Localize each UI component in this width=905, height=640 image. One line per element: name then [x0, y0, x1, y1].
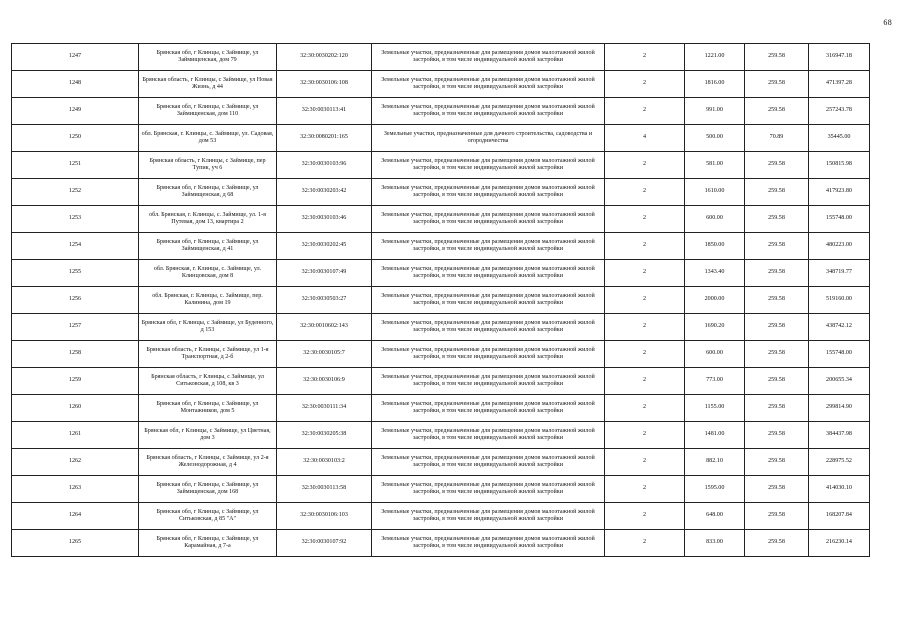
cadastral-number-cell: 32:30:0030107:49: [277, 260, 372, 287]
address-cell: Брянская обл, г Клинцы, с Займище, ул Ситьковская, д 85 "А": [139, 503, 277, 530]
row-number: 1253: [12, 206, 139, 233]
group-cell: 2: [605, 476, 685, 503]
area-cell: 991.00: [685, 98, 745, 125]
rate-cell: 259.58: [745, 476, 809, 503]
cost-cell: 519160.00: [809, 287, 870, 314]
group-cell: 2: [605, 98, 685, 125]
land-use-cell: Земельные участки, предназначенные для размещения домов малоэтажной жилой застройки, в том числе индивидуальной жилой застройки: [372, 179, 605, 206]
land-use-cell: Земельные участки, предназначенные для размещения домов малоэтажной жилой застройки, в том числе индивидуальной жилой застройки: [372, 449, 605, 476]
cost-cell: 414030.10: [809, 476, 870, 503]
area-cell: 1155.00: [685, 395, 745, 422]
group-cell: 2: [605, 44, 685, 71]
address-cell: Брянская обл, г Клинцы, с Займище, ул Монтажников, дом 5: [139, 395, 277, 422]
group-cell: 2: [605, 206, 685, 233]
cadastral-number-cell: 32:30:0030503:27: [277, 287, 372, 314]
cadastral-number-cell: 32:30:0030103:96: [277, 152, 372, 179]
table-row: [12, 98, 870, 125]
table-row: [12, 341, 870, 368]
table-row: [12, 233, 870, 260]
area-cell: 648.00: [685, 503, 745, 530]
rate-cell: 259.58: [745, 179, 809, 206]
row-number: 1256: [12, 287, 139, 314]
land-use-cell: Земельные участки, предназначенные для размещения домов малоэтажной жилой застройки, в том числе индивидуальной жилой застройки: [372, 98, 605, 125]
table-row: [12, 260, 870, 287]
land-use-cell: Земельные участки, предназначенные для размещения домов малоэтажной жилой застройки, в том числе индивидуальной жилой застройки: [372, 503, 605, 530]
rate-cell: 70.89: [745, 125, 809, 152]
cadastral-number-cell: 32:30:0030113:58: [277, 476, 372, 503]
address-cell: Брянская обл, г Клинцы, с Займище, ул Займищенская, дом 79: [139, 44, 277, 71]
rate-cell: 259.58: [745, 44, 809, 71]
cost-cell: 471397.28: [809, 71, 870, 98]
address-cell: Брянская область, г Клинцы, с Займище, ул 2-я Железнодорожная, д 4: [139, 449, 277, 476]
group-cell: 2: [605, 314, 685, 341]
table-row: [12, 395, 870, 422]
table-row: [12, 125, 870, 152]
land-use-cell: Земельные участки, предназначенные для размещения домов малоэтажной жилой застройки, в том числе индивидуальной жилой застройки: [372, 341, 605, 368]
address-cell: Брянская обл, г Клинцы, с Займище, ул Займищенская, д 68: [139, 179, 277, 206]
rate-cell: 259.58: [745, 287, 809, 314]
page-number: 68: [883, 18, 892, 27]
land-use-cell: Земельные участки, предназначенные для размещения домов малоэтажной жилой застройки, в том числе индивидуальной жилой застройки: [372, 530, 605, 557]
land-use-cell: Земельные участки, предназначенные для размещения домов малоэтажной жилой застройки, в том числе индивидуальной жилой застройки: [372, 314, 605, 341]
group-cell: 2: [605, 152, 685, 179]
address-cell: Брянская область, г Клинцы, с Займище, ул 1-я Транспортная, д 2-б: [139, 341, 277, 368]
land-use-cell: Земельные участки, предназначенные для размещения домов малоэтажной жилой застройки, в том числе индивидуальной жилой застройки: [372, 152, 605, 179]
row-number: 1255: [12, 260, 139, 287]
address-cell: обл. Брянская, г. Клинцы, с. Займище, пер. Калинина, дом 19: [139, 287, 277, 314]
row-number: 1254: [12, 233, 139, 260]
area-cell: 2000.00: [685, 287, 745, 314]
cadastral-number-cell: 32:30:0030111:34: [277, 395, 372, 422]
cost-cell: 480223.00: [809, 233, 870, 260]
land-use-cell: Земельные участки, предназначенные для размещения домов малоэтажной жилой застройки, в том числе индивидуальной жилой застройки: [372, 44, 605, 71]
cadastral-number-cell: 32:30:0030106:103: [277, 503, 372, 530]
cadastral-number-cell: 32:30:0030105:7: [277, 341, 372, 368]
address-cell: Брянская обл, г Клинцы, с Займище, ул Буденного, д 153: [139, 314, 277, 341]
land-use-cell: Земельные участки, предназначенные для размещения домов малоэтажной жилой застройки, в том числе индивидуальной жилой застройки: [372, 233, 605, 260]
rate-cell: 259.58: [745, 71, 809, 98]
rate-cell: 259.58: [745, 341, 809, 368]
rate-cell: 259.58: [745, 422, 809, 449]
area-cell: 882.10: [685, 449, 745, 476]
cadastral-number-cell: 32:30:0030202:120: [277, 44, 372, 71]
group-cell: 2: [605, 503, 685, 530]
area-cell: 1690.20: [685, 314, 745, 341]
cost-cell: 216230.14: [809, 530, 870, 557]
row-number: 1265: [12, 530, 139, 557]
cost-cell: 257243.78: [809, 98, 870, 125]
area-cell: 500.00: [685, 125, 745, 152]
group-cell: 2: [605, 233, 685, 260]
rate-cell: 259.58: [745, 449, 809, 476]
group-cell: 2: [605, 530, 685, 557]
row-number: 1249: [12, 98, 139, 125]
area-cell: 600.00: [685, 206, 745, 233]
land-use-cell: Земельные участки, предназначенные для дачного строительства, садоводства и огородничества: [372, 125, 605, 152]
area-cell: 1481.00: [685, 422, 745, 449]
land-use-cell: Земельные участки, предназначенные для размещения домов малоэтажной жилой застройки, в том числе индивидуальной жилой застройки: [372, 368, 605, 395]
table-row: [12, 206, 870, 233]
row-number: 1262: [12, 449, 139, 476]
rate-cell: 259.58: [745, 260, 809, 287]
rate-cell: 259.58: [745, 233, 809, 260]
group-cell: 2: [605, 287, 685, 314]
row-number: 1247: [12, 44, 139, 71]
address-cell: Брянская обл, г Клинцы, с Займище, ул Цветная, дом 3: [139, 422, 277, 449]
group-cell: 2: [605, 449, 685, 476]
rate-cell: 259.58: [745, 395, 809, 422]
address-cell: Брянская обл, г Клинцы, с Займище, ул Займищенская, д 41: [139, 233, 277, 260]
group-cell: 2: [605, 341, 685, 368]
group-cell: 2: [605, 179, 685, 206]
row-number: 1264: [12, 503, 139, 530]
cost-cell: 150815.98: [809, 152, 870, 179]
cost-cell: 228975.52: [809, 449, 870, 476]
rate-cell: 259.58: [745, 98, 809, 125]
cadastral-number-cell: 32:30:0010602:143: [277, 314, 372, 341]
land-registry-table: [11, 43, 870, 557]
table-body: [12, 44, 870, 557]
group-cell: 2: [605, 368, 685, 395]
land-use-cell: Земельные участки, предназначенные для размещения домов малоэтажной жилой застройки, в том числе индивидуальной жилой застройки: [372, 422, 605, 449]
cost-cell: 316947.18: [809, 44, 870, 71]
group-cell: 2: [605, 71, 685, 98]
table-row: [12, 314, 870, 341]
group-cell: 4: [605, 125, 685, 152]
row-number: 1257: [12, 314, 139, 341]
rate-cell: 259.58: [745, 206, 809, 233]
land-use-cell: Земельные участки, предназначенные для размещения домов малоэтажной жилой застройки, в том числе индивидуальной жилой застройки: [372, 71, 605, 98]
land-use-cell: Земельные участки, предназначенные для размещения домов малоэтажной жилой застройки, в том числе индивидуальной жилой застройки: [372, 395, 605, 422]
address-cell: Брянская область, г Клинцы, с Займище, пер Тупик, уч 6: [139, 152, 277, 179]
row-number: 1261: [12, 422, 139, 449]
cadastral-number-cell: 32:30:0030202:45: [277, 233, 372, 260]
table-row: [12, 44, 870, 71]
rate-cell: 259.58: [745, 152, 809, 179]
cost-cell: 168207.84: [809, 503, 870, 530]
table-row: [12, 287, 870, 314]
address-cell: Брянская обл, г Клинцы, с Займище, ул Займищенская, дом 110: [139, 98, 277, 125]
address-cell: обл. Брянская, г. Клинцы, с. Займище, ул. 1-я Путевая, дом 13, квартира 2: [139, 206, 277, 233]
area-cell: 1816.00: [685, 71, 745, 98]
row-number: 1259: [12, 368, 139, 395]
group-cell: 2: [605, 260, 685, 287]
group-cell: 2: [605, 422, 685, 449]
cadastral-number-cell: 32:30:0030103:2: [277, 449, 372, 476]
table-row: [12, 476, 870, 503]
row-number: 1248: [12, 71, 139, 98]
land-use-cell: Земельные участки, предназначенные для размещения домов малоэтажной жилой застройки, в том числе индивидуальной жилой застройки: [372, 260, 605, 287]
area-cell: 581.00: [685, 152, 745, 179]
address-cell: обл. Брянская, г. Клинцы, с. Займище, ул. Клинцовская, дом 8: [139, 260, 277, 287]
table-row: [12, 368, 870, 395]
table-row: [12, 179, 870, 206]
cadastral-number-cell: 32:30:0080201:165: [277, 125, 372, 152]
row-number: 1260: [12, 395, 139, 422]
cost-cell: 155748.00: [809, 341, 870, 368]
cost-cell: 438742.12: [809, 314, 870, 341]
table-row: [12, 503, 870, 530]
address-cell: Брянская обл, г Клинцы, с Займище, ул Карамайная, д 7-а: [139, 530, 277, 557]
area-cell: 1850.00: [685, 233, 745, 260]
area-cell: 1343.40: [685, 260, 745, 287]
table-row: [12, 530, 870, 557]
cost-cell: 384437.98: [809, 422, 870, 449]
rate-cell: 259.58: [745, 530, 809, 557]
address-cell: Брянская обл, г Клинцы, с Займище, ул Займищенская, дом 168: [139, 476, 277, 503]
land-use-cell: Земельные участки, предназначенные для размещения домов малоэтажной жилой застройки, в том числе индивидуальной жилой застройки: [372, 206, 605, 233]
row-number: 1250: [12, 125, 139, 152]
area-cell: 773.00: [685, 368, 745, 395]
cost-cell: 155748.00: [809, 206, 870, 233]
row-number: 1252: [12, 179, 139, 206]
cadastral-number-cell: 32:30:0030106:108: [277, 71, 372, 98]
area-cell: 1595.00: [685, 476, 745, 503]
table-row: [12, 152, 870, 179]
row-number: 1251: [12, 152, 139, 179]
rate-cell: 259.58: [745, 314, 809, 341]
cadastral-number-cell: 32:30:0030103:46: [277, 206, 372, 233]
rate-cell: 259.58: [745, 368, 809, 395]
area-cell: 833.00: [685, 530, 745, 557]
group-cell: 2: [605, 395, 685, 422]
table-row: [12, 422, 870, 449]
area-cell: 1610.00: [685, 179, 745, 206]
rate-cell: 259.58: [745, 503, 809, 530]
row-number: 1263: [12, 476, 139, 503]
table-row: [12, 449, 870, 476]
land-use-cell: Земельные участки, предназначенные для размещения домов малоэтажной жилой застройки, в том числе индивидуальной жилой застройки: [372, 476, 605, 503]
cost-cell: 417923.80: [809, 179, 870, 206]
area-cell: 600.00: [685, 341, 745, 368]
area-cell: 1221.00: [685, 44, 745, 71]
address-cell: обл. Брянская, г. Клинцы, с. Займище, ул. Садовая, дом 53: [139, 125, 277, 152]
row-number: 1258: [12, 341, 139, 368]
cost-cell: 299814.90: [809, 395, 870, 422]
cost-cell: 200655.34: [809, 368, 870, 395]
address-cell: Брянская область, г Клинцы, с Займище, ул Ситьковская, д 108, кв 3: [139, 368, 277, 395]
cost-cell: 348719.77: [809, 260, 870, 287]
cadastral-number-cell: 32:30:0030113:41: [277, 98, 372, 125]
land-use-cell: Земельные участки, предназначенные для размещения домов малоэтажной жилой застройки, в том числе индивидуальной жилой застройки: [372, 287, 605, 314]
cost-cell: 35445.00: [809, 125, 870, 152]
table-row: [12, 71, 870, 98]
cadastral-number-cell: 32:30:0030203:42: [277, 179, 372, 206]
cadastral-number-cell: 32:30:0030106:9: [277, 368, 372, 395]
cadastral-number-cell: 32:30:0030205:38: [277, 422, 372, 449]
address-cell: Брянская область, г Клинцы, с Займище, ул Новая Жизнь, д 44: [139, 71, 277, 98]
cadastral-number-cell: 32:30:0030107:92: [277, 530, 372, 557]
